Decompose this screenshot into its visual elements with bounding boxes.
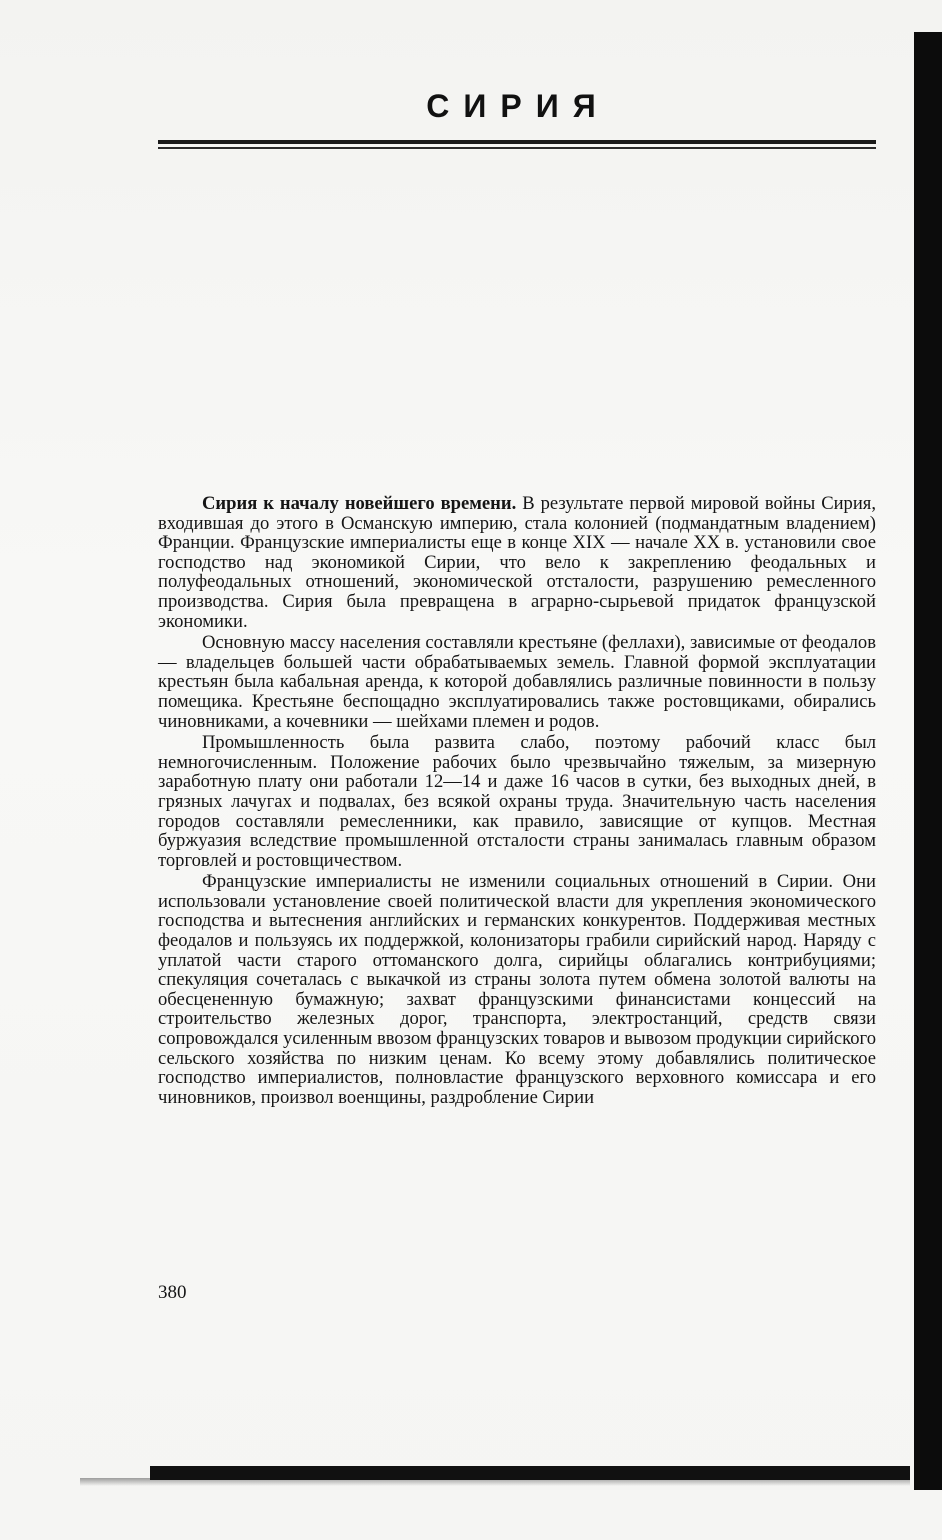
scan-edge-right (914, 32, 942, 1490)
section-heading: Сирия к началу новейшего времени. (202, 493, 517, 514)
body-text (158, 494, 876, 1109)
paragraph-2: Основную массу населения составляли крестьяне (феллахи), зависимые от феодалов — владельцев большей части обрабатываемых земель. Главной формой эксплуатации крестьян была кабальная аренда, к которой добавлялись различные повинности в пользу помещика. Крестьяне беспощадно эксплуатировались также ростовщиками, обирались чиновниками, а кочевники — шейхами племен и родов. (158, 632, 876, 732)
title-rule-thick (158, 140, 876, 144)
title-rule-thin (158, 147, 876, 149)
paragraph-1 (158, 494, 876, 631)
page-number: 380 (158, 1282, 187, 1303)
paragraph-3: Промышленность была развита слабо, поэтому рабочий класс был немногочисленным. Положение рабочих было чрезвычайно тяжелым, за мизерную заработную плату они работали 12—14 и даже 16 часов в сутки, без выходных дней, в грязных лачугах и подвалах, без всякой охраны труда. Значительную часть населения городов составляли ремесленники, как правило, зависящие от купцов. Местная буржуазия вследствие промышленной отсталости страны занималась главным образом торговлей и ростовщичеством. (158, 732, 876, 871)
chapter-title: СИРИЯ (426, 88, 610, 124)
paragraph-1-text: В результате первой мировой войны Сирия, входившая до этого в Османскую империю, стала колонией (подмандатным владением) Франции. Французские империалисты еще в конце XIX — начале XX в. установили свое господство над экономикой Сирии, что вело к закреплению феодальных и полуфеодальных отношений, экономической отсталости, разрушению ремесленного производства. Сирия была превращена в аграрно-сырьевой придаток французской экономики. (158, 493, 876, 632)
scan-edge-bottom (150, 1466, 910, 1480)
paragraph-4: Французские империалисты не изменили социальных отношений в Сирии. Они использовали установление своей политической власти для укрепления экономического господства и вытеснения английских и германских конкурентов. Поддерживая местных феодалов и пользуясь их поддержкой, колонизаторы грабили сирийский народ. Наряду с уплатой части старого оттоманского долга, сирийцы облагались контрибуциями; спекуляция сочеталась с выкачкой из страны золота путем обмена золотой валюты на обесцененную бумажную; захват французскими финансистами концессий на строительство железных дорог, транспорта, электростанций, средств связи сопровождался усиленным ввозом французских товаров и вывозом продукции сирийского сельского хозяйства по низким ценам. Ко всему этому добавлялись политическое господство империалистов, полновластие французского верховного комиссара и его чиновников, произвол военщины, раздробление Сирии (158, 871, 876, 1108)
